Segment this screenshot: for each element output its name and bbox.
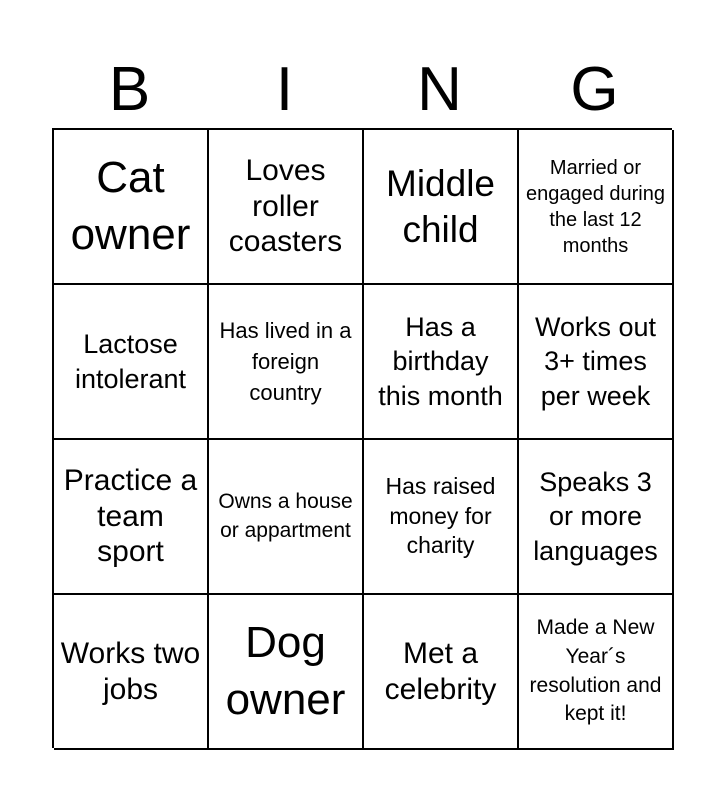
bingo-cell-r1c1[interactable]	[54, 130, 209, 285]
bingo-cell-r2c1[interactable]	[54, 285, 209, 440]
cell-label: Dog owner	[225, 618, 346, 724]
header-letter-b: B	[108, 55, 151, 124]
cell-label: Loves roller coasters	[228, 154, 343, 259]
cell-label: Works out 3+ times per week	[534, 312, 657, 411]
bingo-cell-r1c4[interactable]	[519, 130, 674, 285]
bingo-cell-r3c4[interactable]	[519, 440, 674, 595]
bingo-cell-r4c4[interactable]	[519, 595, 674, 750]
cell-label: Works two jobs	[60, 637, 201, 706]
bingo-cell-r3c1[interactable]	[54, 440, 209, 595]
bingo-cell-r3c2[interactable]	[209, 440, 364, 595]
cell-label: Lactose intolerant	[74, 329, 187, 394]
bingo-cell-r3c3[interactable]	[364, 440, 519, 595]
header-letter-g: G	[570, 55, 619, 124]
cell-label: Has raised money for charity	[385, 472, 496, 559]
bingo-cell-r2c4[interactable]	[519, 285, 674, 440]
cell-label: Met a celebrity	[384, 637, 497, 706]
bingo-cell-r2c2[interactable]	[209, 285, 364, 440]
cell-label: Middle child	[386, 162, 495, 250]
cell-label: Speaks 3 or more languages	[533, 467, 658, 566]
cell-label: Owns a house or appartment	[218, 489, 353, 542]
bingo-cell-r2c3[interactable]	[364, 285, 519, 440]
bingo-cell-r1c2[interactable]	[209, 130, 364, 285]
bingo-cell-r1c3[interactable]	[364, 130, 519, 285]
bingo-cell-r4c1[interactable]	[54, 595, 209, 750]
cell-label: Has lived in a foreign country	[219, 317, 352, 406]
bingo-cell-r4c2[interactable]	[209, 595, 364, 750]
cell-label: Made a New Year´s resolution and kept it!	[529, 615, 662, 726]
bingo-header	[52, 50, 672, 130]
header-letter-n: N	[417, 55, 462, 124]
cell-label: Cat owner	[70, 153, 191, 259]
cell-label: Married or engaged during the last 12 months	[525, 156, 665, 257]
bingo-board	[52, 128, 672, 748]
cell-label: Has a birthday this month	[378, 312, 503, 411]
cell-label: Practice a team sport	[63, 464, 198, 569]
bingo-cell-r4c3[interactable]	[364, 595, 519, 750]
header-letter-i: I	[275, 55, 294, 124]
